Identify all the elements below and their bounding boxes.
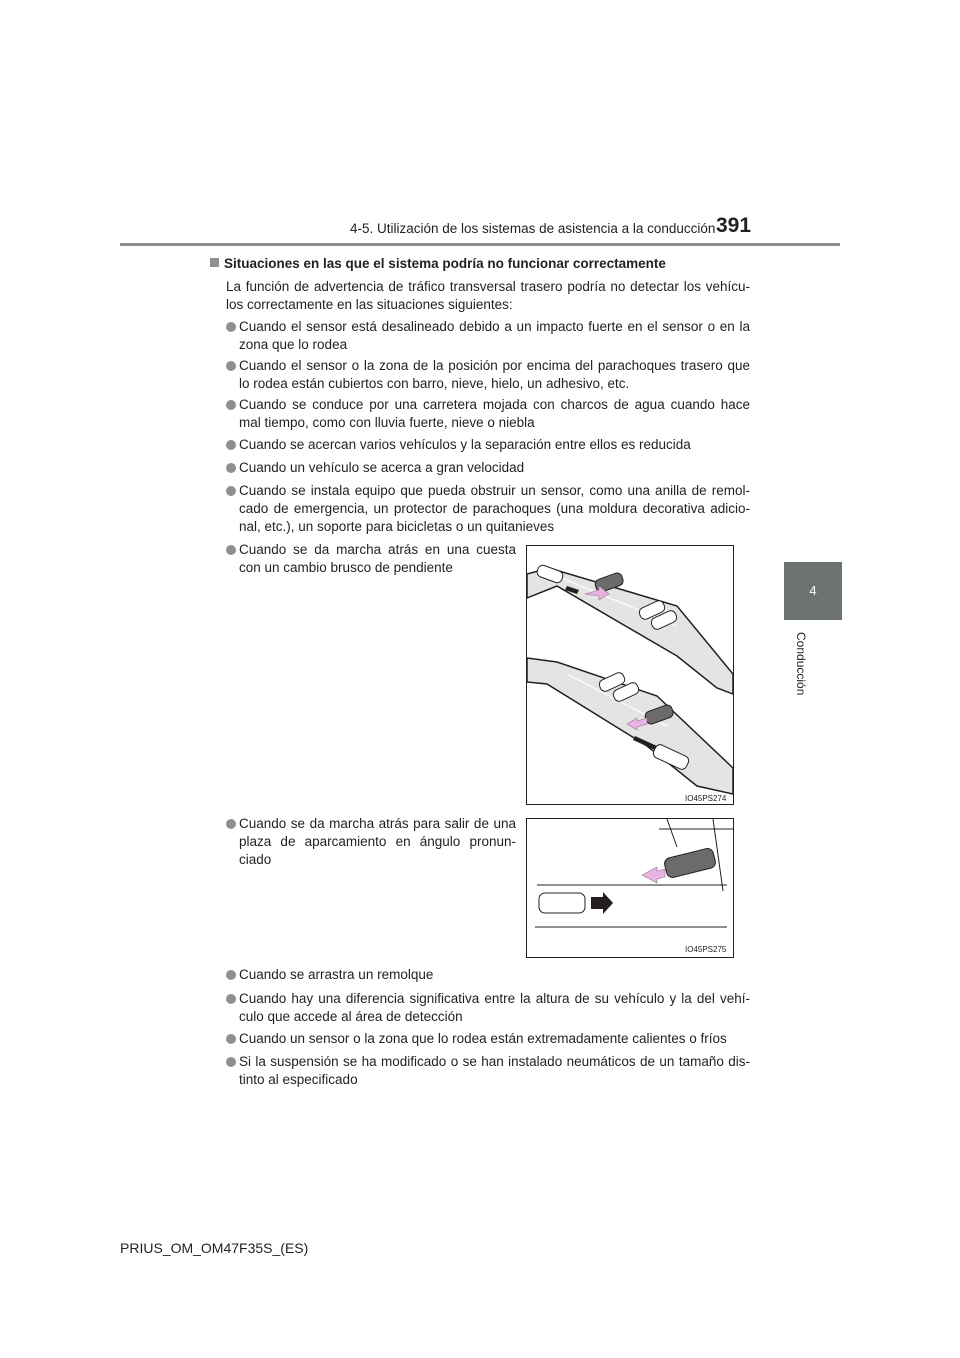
figure-slope bbox=[526, 545, 734, 805]
list-item: Cuando se da marcha atrás en una cuesta con un cambio brusco de pendiente bbox=[226, 541, 516, 577]
bullet-dot-icon bbox=[226, 361, 236, 371]
document-id: PRIUS_OM_OM47F35S_(ES) bbox=[120, 1240, 309, 1256]
list-item: Si la suspensión se ha modificado o se han instalado neumáticos de un tamaño dis-tinto al especificado bbox=[226, 1053, 750, 1089]
car-icon bbox=[539, 893, 585, 913]
figure-code: IO45PS274 bbox=[685, 794, 727, 803]
list-item: Cuando un vehículo se acerca a gran velocidad bbox=[226, 459, 750, 477]
square-bullet-icon bbox=[210, 258, 219, 267]
slope-illustration bbox=[527, 546, 733, 804]
header-section-title: 4-5. Utilización de los sistemas de asistencia a la conducción bbox=[350, 221, 716, 236]
figure-parking bbox=[526, 818, 734, 958]
arrow-icon bbox=[642, 867, 665, 883]
bullet-dot-icon bbox=[226, 486, 236, 496]
chapter-label: Conducción bbox=[794, 632, 808, 696]
list-item: Cuando el sensor o la zona de la posición por encima del parachoques trasero que lo rodea están cubiertos con barro, nieve, hielo, un adhesivo, etc. bbox=[226, 357, 750, 393]
bullet-dot-icon bbox=[226, 440, 236, 450]
bullet-dot-icon bbox=[226, 994, 236, 1004]
list-item: Cuando hay una diferencia significativa entre la altura de su vehículo y la del vehí-culo que accede al área de detección bbox=[226, 990, 750, 1026]
arrow-icon bbox=[591, 892, 613, 914]
header-rule bbox=[120, 243, 840, 246]
bullet-dot-icon bbox=[226, 970, 236, 980]
bullet-dot-icon bbox=[226, 463, 236, 473]
bullet-dot-icon bbox=[226, 322, 236, 332]
parking-illustration bbox=[527, 819, 733, 957]
section-heading-text: Situaciones en las que el sistema podría no funcionar correctamente bbox=[224, 256, 666, 271]
list-item: Cuando se instala equipo que pueda obstruir un sensor, como una anilla de remol-cado de emergencia, un protector de parachoques (una moldura decorativa adicio-nal, etc.), un soporte para bicicletas o un quitanieves bbox=[226, 482, 750, 536]
list-item: Cuando un sensor o la zona que lo rodea están extremadamente calientes o fríos bbox=[226, 1030, 750, 1048]
list-item: Cuando se acercan varios vehículos y la separación entre ellos es reducida bbox=[226, 436, 750, 454]
bullet-dot-icon bbox=[226, 819, 236, 829]
chapter-tab bbox=[784, 562, 842, 620]
bullet-dot-icon bbox=[226, 400, 236, 410]
list-item: Cuando se conduce por una carretera mojada con charcos de agua cuando hace mal tiempo, como con lluvia fuerte, nieve o niebla bbox=[226, 396, 750, 432]
list-item: Cuando se arrastra un remolque bbox=[226, 966, 750, 984]
car-icon bbox=[663, 847, 716, 879]
page-number: 391 bbox=[716, 214, 752, 237]
chapter-number: 4 bbox=[809, 583, 817, 598]
list-item: Cuando se da marcha atrás para salir de una plaza de aparcamiento en ángulo pronun-ciado bbox=[226, 815, 516, 869]
figure-code: IO45PS275 bbox=[685, 945, 727, 954]
section-intro: La función de advertencia de tráfico transversal trasero podría no detectar los vehícu-los correctamente en las situaciones siguientes: bbox=[226, 279, 750, 312]
bullet-dot-icon bbox=[226, 545, 236, 555]
bullet-dot-icon bbox=[226, 1034, 236, 1044]
section-heading bbox=[210, 256, 666, 271]
bullet-dot-icon bbox=[226, 1057, 236, 1067]
list-item: Cuando el sensor está desalineado debido a un impacto fuerte en el sensor o en la zona que lo rodea bbox=[226, 318, 750, 354]
